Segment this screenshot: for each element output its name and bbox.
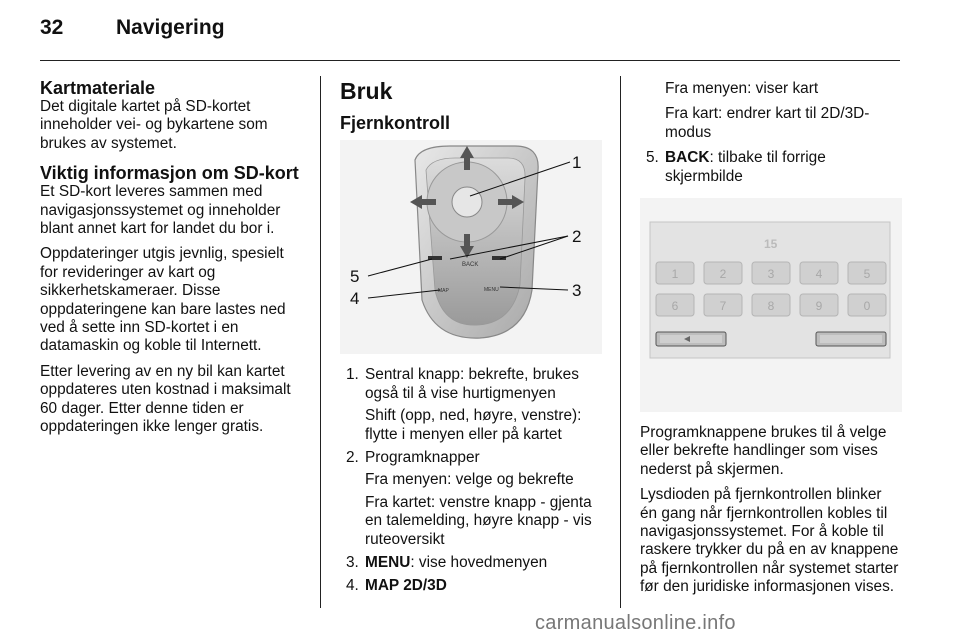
column-3 [640, 80, 902, 604]
heading-fjernkontroll: Fjernkontroll [340, 113, 451, 133]
callout-2: 2 [572, 227, 582, 247]
paragraph-levering: Etter levering av en ny bil kan kartet oppdateres uten kostnad i maksimalt 60 dager. Etter denne tiden er oppdateringen ikke lenger gratis. [40, 362, 291, 436]
screen-key-4: 4 [815, 267, 823, 282]
screen-key-5: 5 [863, 267, 871, 282]
screen-top-value: 15 [764, 237, 778, 252]
header-rule [40, 60, 900, 61]
list-item: 2. Programknapper Fra menyen: velge og bekrefte Fra kartet: venstre knapp - gjenta en talemelding, høyre knapp - vis ruteoversikt [346, 449, 592, 548]
paragraph-oppdateringer: Oppdateringer utgis jevnlig, spesielt for revideringer av kart og sikkerhetskameraer. Disse oppdateringene kan bare lastes ned ved å sette inn SD-kortet i en datamaskin og koble til Internett. [40, 245, 286, 355]
remote-items-list [340, 366, 602, 595]
screen-illustration [640, 198, 902, 412]
screen-key-8: 8 [767, 299, 775, 314]
screen-key-9: 9 [815, 299, 823, 314]
continued-text-2: Fra kart: endrer kart til 2D/3D-modus [665, 105, 870, 141]
callout-4: 4 [350, 289, 360, 309]
screen-key-0: 0 [863, 299, 871, 314]
paragraph-lysdioden: Lysdioden på fjernkontrollen blinker én gang når fjernkontrollen kobles til navigasjonssystemet. For å koble til raskere trykker du på en av knappene på fjernkontrollen når systemet starter før den juridiske informasjonen vises. [640, 486, 899, 596]
paragraph-sd-kort: Et SD-kort leveres sammen med navigasjonssystemet og inneholder blant annet kart for landet du bor i. [40, 183, 281, 238]
heading-kartmateriale: Kartmateriale [40, 78, 156, 98]
list-item: 3. MENU: vise hovedmenyen [346, 554, 548, 572]
watermark: carmanualsonline.info [535, 612, 736, 634]
list-item: 4. MAP 2D/3D [346, 577, 447, 595]
paragraph-kartmateriale: Det digitale kartet på SD-kortet inneholder vei- og bykartene som brukes av systemet. [40, 98, 268, 152]
map-label: MAP [438, 288, 449, 295]
screen-key-6: 6 [671, 299, 679, 314]
callout-3: 3 [572, 281, 582, 301]
page-number: 32 [40, 16, 64, 39]
column-2 [340, 78, 602, 601]
menu-label: MENU [484, 287, 499, 294]
heading-bruk: Bruk [340, 78, 393, 104]
remote-control-figure [340, 140, 602, 354]
screen-figure [640, 198, 902, 412]
screen-key-1: 1 [671, 267, 679, 282]
callout-5: 5 [350, 267, 360, 287]
column-1 [40, 78, 303, 444]
column-divider-1 [320, 76, 321, 608]
remote-control-illustration [340, 140, 602, 354]
callout-1: 1 [572, 153, 582, 173]
column-divider-2 [620, 76, 621, 608]
continued-text-1: Fra menyen: viser kart [665, 80, 819, 97]
screen-key-2: 2 [719, 267, 727, 282]
back-label: BACK [462, 262, 479, 269]
page-title: Navigering [116, 16, 225, 39]
list-item: 1. Sentral knapp: bekrefte, brukes også til å vise hurtigmenyen Shift (opp, ned, høyre, venstre): flytte i menyen eller på kartet [346, 366, 582, 443]
heading-viktig: Viktig informasjon om SD-kort [40, 163, 299, 184]
paragraph-programknapper: Programknappene brukes til å velge eller bekrefte handlinger som vises nederst på skjermen. [640, 424, 887, 478]
screen-key-3: 3 [767, 267, 775, 282]
screen-key-7: 7 [719, 299, 727, 314]
list-item-5: 5. BACK: tilbake til forrige skjermbilde [646, 149, 826, 185]
